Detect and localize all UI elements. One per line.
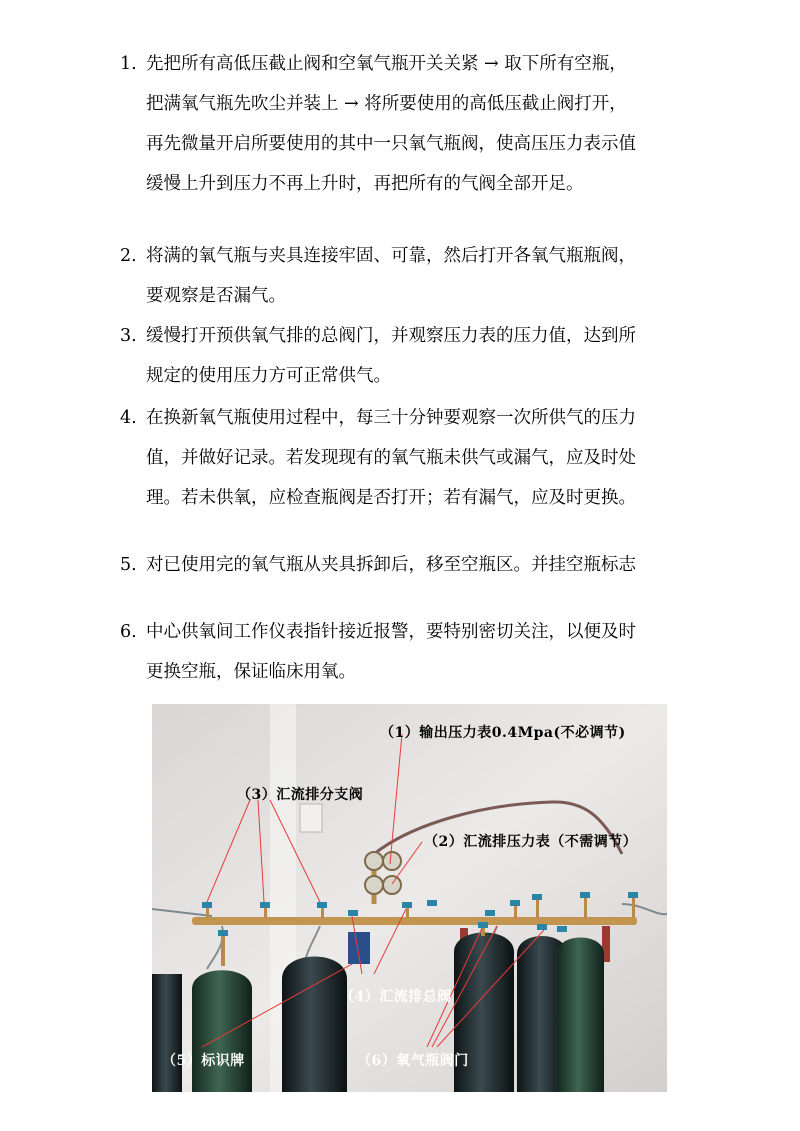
instruction-line: 缓慢打开预供氧气排的总阀门，并观察压力表的压力值，达到所	[146, 326, 636, 346]
instruction-line: 更换空瓶，保证临床用氧。	[146, 662, 356, 682]
instruction-line: 再先微量开启所要使用的其中一只氧气瓶阀，使高压压力表示值	[146, 134, 636, 154]
instruction-line: 规定的使用压力方可正常供气。	[146, 366, 391, 386]
manifold-illustration	[152, 704, 667, 1092]
instruction-number: 2.	[120, 246, 137, 266]
instruction-line: 把满氧气瓶先吹尘并装上 → 将所要使用的高低压截止阀打开，	[146, 94, 627, 114]
instruction-line: 在换新氧气瓶使用过程中，每三十分钟要观察一次所供气的压力	[146, 408, 636, 428]
instruction-line: 值，并做好记录。若发现现有的氧气瓶未供气或漏气，应及时处	[146, 448, 636, 468]
gauge-lower-right	[383, 876, 401, 894]
photo-label-manifold-gauge: （2）汇流排压力表（不需调节）	[424, 834, 638, 850]
instruction-line: 将满的氧气瓶与夹具连接牢固、可靠，然后打开各氧气瓶瓶阀，	[146, 246, 636, 266]
photo-label-id-plate: （5）标识牌	[162, 1053, 245, 1069]
photo-label-cylinder-valves: （6）氧气瓶阀门	[357, 1053, 469, 1069]
instruction-line: 理。若未供氧，应检查瓶阀是否打开；若有漏气，应及时更换。	[146, 488, 636, 508]
instruction-number: 5.	[120, 555, 137, 575]
oxygen-manifold-photo	[152, 704, 667, 1092]
electric-box	[300, 804, 322, 832]
instruction-item-5	[120, 545, 695, 585]
instruction-number: 1.	[120, 54, 137, 74]
cylinder-1	[152, 974, 182, 1092]
instruction-line: 先把所有高低压截止阀和空氧气瓶开关关紧 → 取下所有空瓶，	[146, 54, 627, 74]
manifold-pipe	[192, 917, 637, 925]
instruction-line: 中心供氧间工作仪表指针接近报警，要特别密切关注，以便及时	[146, 622, 636, 642]
instruction-item-2	[120, 236, 695, 316]
cylinder-2	[192, 970, 252, 1092]
instruction-number: 6.	[120, 622, 137, 642]
instruction-line: 缓慢上升到压力不再上升时，再把所有的气阀全部开足。	[146, 174, 584, 194]
cylinder-3	[282, 957, 347, 1093]
cylinder-6	[557, 938, 604, 1093]
instruction-line: 要观察是否漏气。	[146, 286, 286, 306]
gauge-lower-left	[365, 876, 383, 894]
instruction-item-6	[120, 612, 695, 692]
instruction-item-1	[120, 44, 695, 204]
gauge-upper-right	[383, 852, 401, 870]
instruction-item-3	[120, 316, 695, 396]
photo-label-main-valve: （4）汇流排总阀	[340, 989, 452, 1005]
gauge-upper-left	[365, 852, 383, 870]
photo-label-branch-valves: （3）汇流排分支阀	[237, 787, 364, 803]
instruction-number: 3.	[120, 326, 137, 346]
photo-label-output-gauge: （1）输出压力表0.4Mpa(不必调节)	[380, 725, 626, 741]
instruction-item-4	[120, 398, 695, 518]
instruction-line: 对已使用完的氧气瓶从夹具拆卸后，移至空瓶区。并挂空瓶标志	[146, 555, 636, 575]
instruction-number: 4.	[120, 408, 137, 428]
